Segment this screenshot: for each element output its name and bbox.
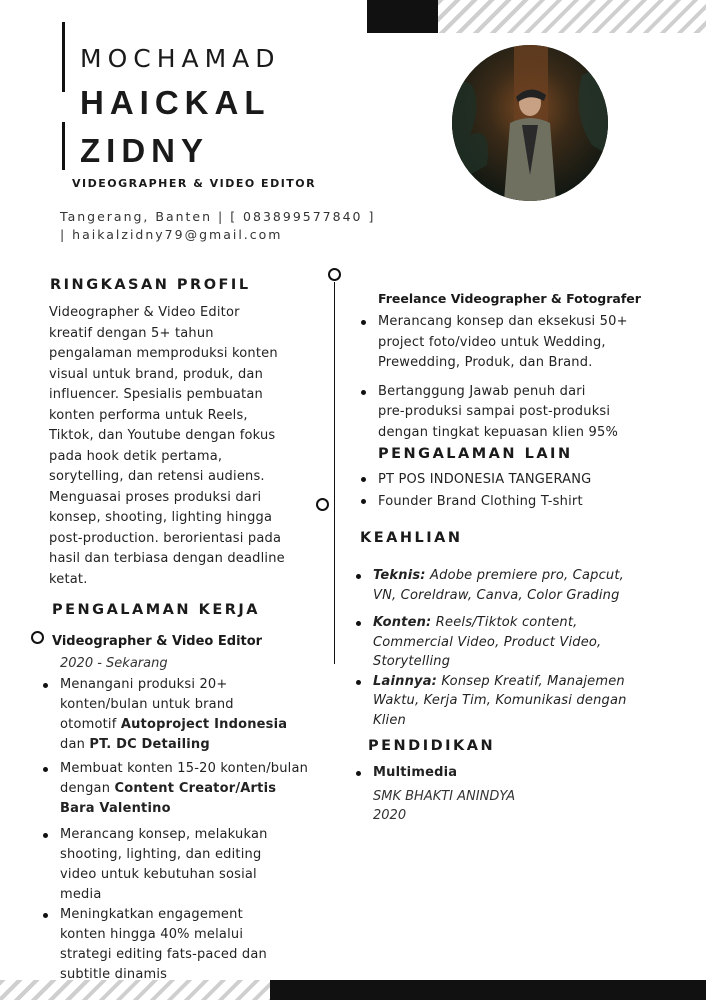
summary-line: ketat. — [49, 571, 88, 587]
job-title: Videographer & Video Editor — [52, 634, 263, 649]
other-experience-list — [358, 469, 698, 513]
education-school: SMK BHAKTI ANINDYA — [373, 789, 516, 804]
summary-line: sorytelling, dan retensi audiens. — [49, 469, 265, 484]
skill-label-lainnya: Lainnya: — [373, 673, 438, 689]
skill-teknis: Teknis: Adobe premiere pro, Capcut, VN, Coreldraw, Canva, Color Grading — [353, 566, 703, 605]
summary-line: influencer. Spesialis pembuatan — [49, 387, 263, 402]
education-list — [353, 763, 693, 784]
corner-black-block — [367, 0, 438, 33]
summary-line: Menguasai proses produksi dari — [49, 489, 262, 505]
timeline-line — [334, 282, 335, 664]
client-content-creator: Content Creator/Artis — [114, 781, 277, 796]
summary-heading: RINGKASAN PROFIL — [50, 277, 251, 293]
education-major: Multimedia — [353, 763, 693, 784]
contact-email: | haikalzidny79@gmail.com — [60, 227, 283, 242]
freelance-bullet-2: Bertanggung Jawab penuh dari pre-produksi sampai post-produksi dengan tingkat kepuasan klien 95% — [358, 382, 698, 444]
role-title: VIDEOGRAPHER & VIDEO EDITOR — [72, 177, 317, 190]
summary-line: konten performa untuk Reels, — [49, 407, 248, 423]
summary-text — [49, 303, 324, 590]
other-experience-heading: PENGALAMAN LAIN — [378, 446, 573, 462]
summary-line: konsep, shooting, lighting hingga — [49, 510, 273, 525]
skill-konten: Konten: Reels/Tiktok content, Commercial Video, Product Video, Storytelling — [353, 613, 703, 672]
client-dc-detailing: PT. DC Detailing — [89, 737, 210, 752]
summary-line: post-production. berorientasi pada — [49, 530, 282, 546]
name-accent-bar-bottom — [62, 122, 65, 170]
other-experience-item: PT POS INDONESIA TANGERANG — [358, 469, 698, 491]
name-accent-bar-top — [62, 22, 65, 92]
work-bullet-4: Meningkatkan engagement konten hingga 40% melalui strategi editing fats-paced dan subtitle dinamis — [40, 905, 330, 985]
timeline-dot-work — [31, 631, 44, 644]
work-bullets — [40, 675, 330, 985]
client-bara-valentino: Bara Valentino — [60, 801, 171, 816]
freelance-bullet-1: Merancang konsep dan eksekusi 50+ project foto/video untuk Wedding, Prewedding, Produk, dan Brand. — [358, 312, 698, 374]
timeline-dot-top — [328, 268, 341, 281]
skills-list — [353, 566, 703, 730]
summary-line: Tiktok, dan Youtube dengan fokus — [49, 428, 276, 443]
summary-line: hasil dan terbiasa dengan deadline — [49, 551, 285, 566]
client-autoproject: Autoproject Indonesia — [120, 717, 288, 732]
last-name-line-2: ZIDNY — [80, 132, 209, 169]
other-experience-item: Founder Brand Clothing T-shirt — [358, 491, 698, 513]
contact-location-phone: Tangerang, Banten | [ 083899577840 ] — [60, 209, 376, 224]
job-period: 2020 - Sekarang — [60, 656, 168, 671]
freelance-bullets — [358, 312, 698, 443]
corner-stripes-top — [438, 0, 706, 33]
profile-photo — [452, 45, 608, 201]
summary-line: kreatif dengan 5+ tahun — [49, 325, 214, 341]
summary-line: Videographer & Video Editor — [49, 305, 240, 320]
summary-line: pada hook detik pertama, — [49, 448, 223, 464]
skill-label-konten: Konten: — [373, 615, 432, 630]
education-heading: PENDIDIKAN — [368, 738, 496, 754]
work-bullet-3: Merancang konsep, melakukan shooting, lighting, dan editing video untuk kebutuhan sosial media — [40, 825, 330, 905]
work-heading: PENGALAMAN KERJA — [52, 602, 261, 618]
profile-photo-illustration — [452, 45, 608, 201]
work-bullet-2: Membuat konten 15-20 konten/bulan dengan Content Creator/Artis Bara Valentino — [40, 759, 330, 819]
summary-line: visual untuk brand, produk, dan — [49, 366, 264, 382]
skills-heading: KEAHLIAN — [360, 530, 463, 546]
first-name: MOCHAMAD — [80, 44, 281, 73]
last-name-line-1: HAICKAL — [80, 84, 271, 121]
skill-lainnya: Lainnya: Konsep Kreatif, Manajemen Waktu, Kerja Tim, Komunikasi dengan Klien — [353, 672, 703, 731]
work-bullet-1: Menangani produksi 20+ konten/bulan untuk brand otomotif Autoproject Indonesia dan PT. DC Detailing — [40, 675, 330, 755]
summary-line: pengalaman memproduksi konten — [49, 346, 278, 361]
bottom-black-bar — [270, 980, 706, 1000]
freelance-title: Freelance Videographer & Fotografer — [378, 291, 641, 306]
skill-label-teknis: Teknis: — [373, 568, 426, 583]
education-year: 2020 — [373, 808, 407, 823]
